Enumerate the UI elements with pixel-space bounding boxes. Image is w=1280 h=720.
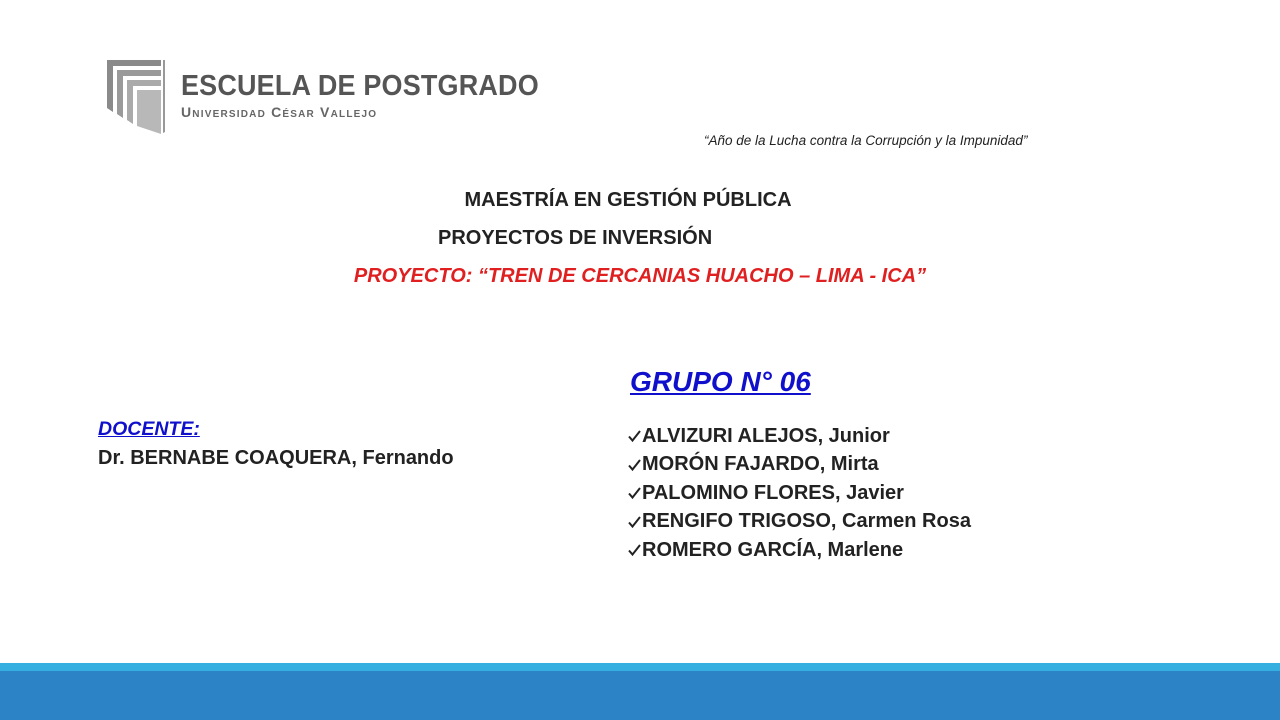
member-item bbox=[628, 508, 971, 537]
checkmark-icon bbox=[628, 515, 641, 529]
course-title: PROYECTOS DE INVERSIÓN bbox=[438, 227, 713, 249]
member-item bbox=[628, 422, 971, 451]
project-title: PROYECTO: “TREN DE CERCANIAS HUACHO – LIMA - ICA” bbox=[353, 265, 927, 287]
teacher-label: DOCENTE: bbox=[98, 418, 200, 440]
member-name: PALOMINO FLORES, Javier bbox=[642, 481, 904, 504]
member-name: ROMERO GARCÍA, Marlene bbox=[642, 538, 904, 561]
member-item bbox=[628, 479, 971, 508]
member-item bbox=[628, 536, 971, 565]
member-item bbox=[628, 451, 971, 480]
footer-accent-line bbox=[0, 663, 1280, 671]
checkmark-icon bbox=[628, 486, 641, 500]
footer-band bbox=[0, 671, 1280, 720]
member-name: ALVIZURI ALEJOS, Junior bbox=[642, 424, 890, 447]
member-list bbox=[628, 422, 971, 565]
ucv-shield-icon bbox=[105, 56, 167, 134]
degree-title: MAESTRÍA EN GESTIÓN PÚBLICA bbox=[464, 189, 792, 211]
checkmark-icon bbox=[628, 458, 641, 472]
logo-title: ESCUELA DE POSTGRADO bbox=[181, 70, 539, 102]
checkmark-icon bbox=[628, 543, 641, 557]
school-logo bbox=[105, 56, 539, 136]
member-name: RENGIFO TRIGOSO, Carmen Rosa bbox=[642, 510, 971, 533]
year-motto: “Año de la Lucha contra la Corrupción y la Impunidad” bbox=[704, 133, 1028, 148]
checkmark-icon bbox=[628, 429, 641, 443]
logo-subtitle: Universidad César Vallejo bbox=[181, 104, 378, 120]
group-title: GRUPO N° 06 bbox=[630, 366, 811, 397]
teacher-name: Dr. BERNABE COAQUERA, Fernando bbox=[98, 447, 454, 469]
member-name: MORÓN FAJARDO, Mirta bbox=[642, 453, 879, 476]
